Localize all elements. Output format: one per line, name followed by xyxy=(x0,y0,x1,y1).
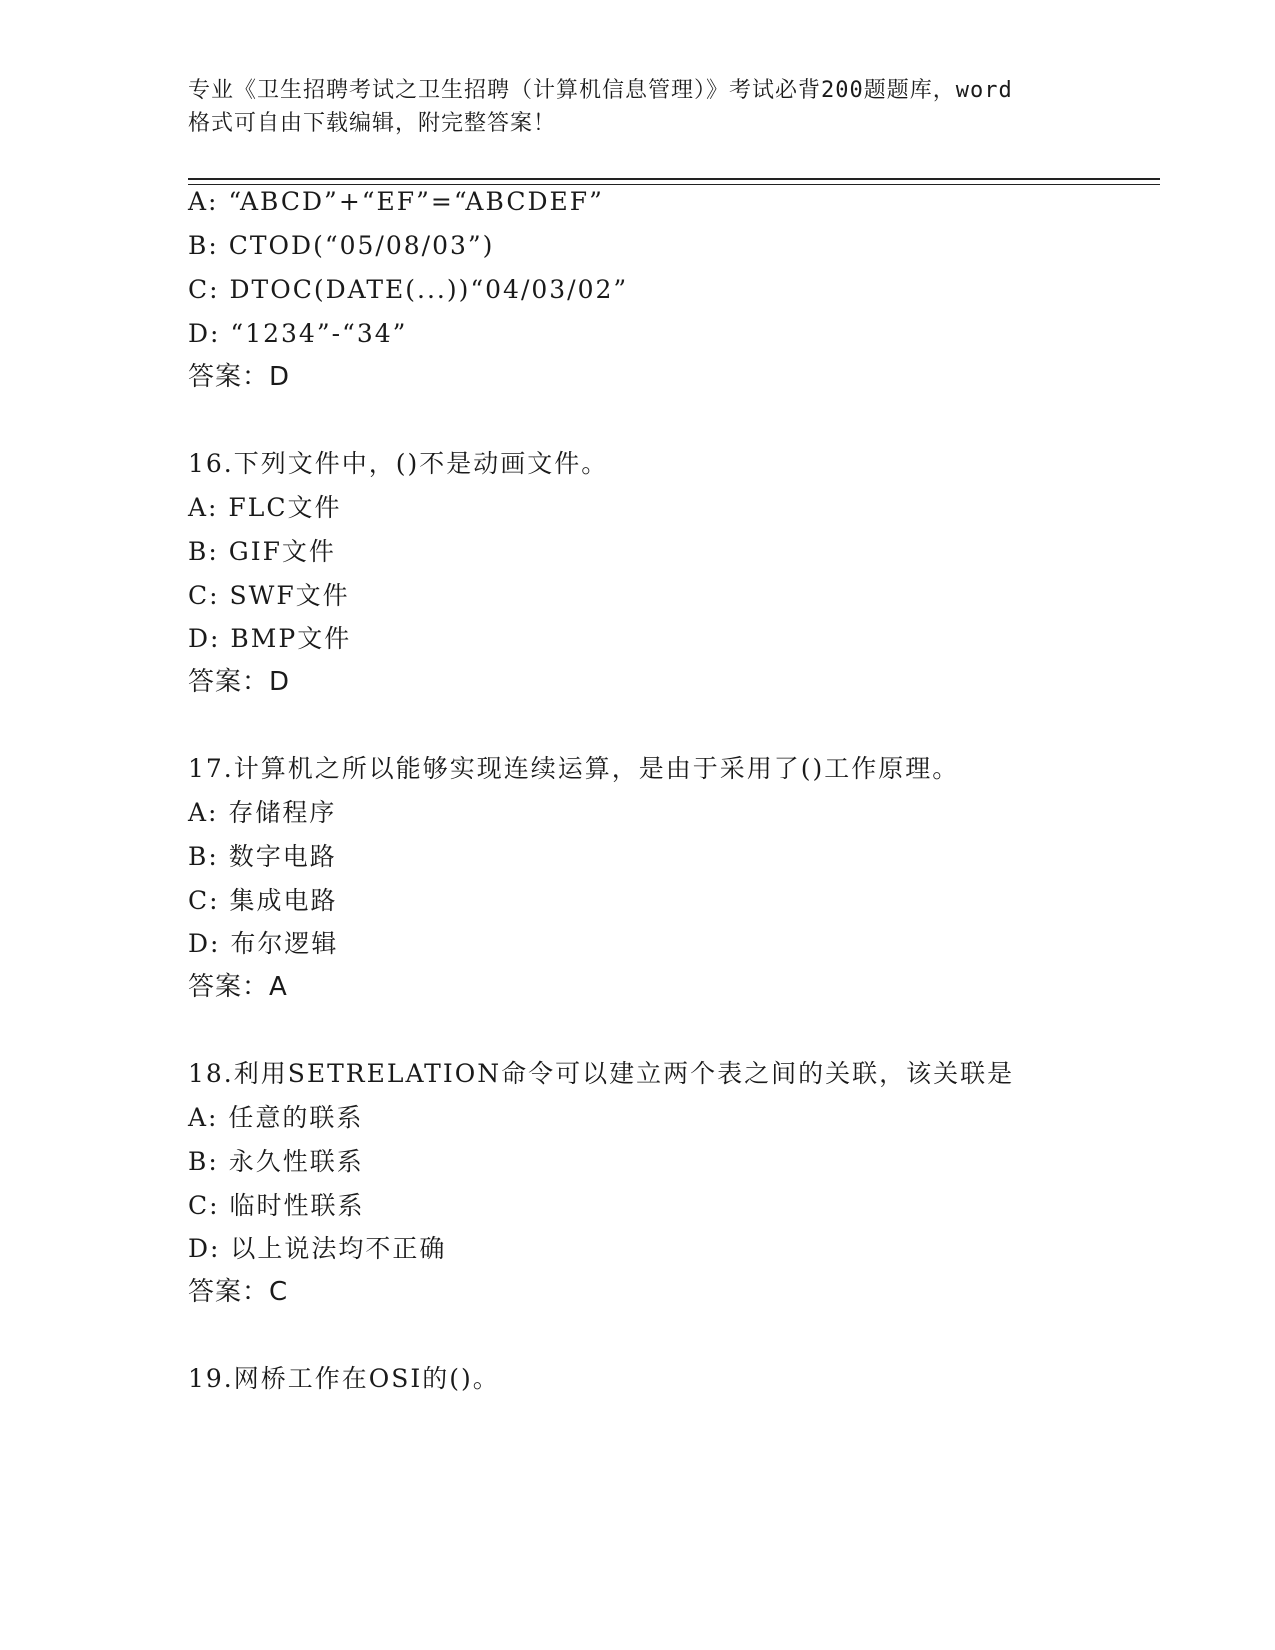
q16-stem: 16.下列文件中，()不是动画文件。 xyxy=(188,449,609,478)
q18-stem: 18.利用SETRELATION命令可以建立两个表之间的关联，该关联是 xyxy=(188,1059,1015,1088)
q16-option-d: D: BMP文件 xyxy=(188,624,352,653)
q17-option-d: D: 布尔逻辑 xyxy=(188,929,339,958)
q17-option-a: A: 存储程序 xyxy=(188,798,337,827)
q15-option-d: D: “1234”-“34” xyxy=(188,319,408,348)
q18-option-c: C: 临时性联系 xyxy=(188,1191,365,1220)
q16-option-c: C: SWF文件 xyxy=(188,581,350,610)
q17-stem: 17.计算机之所以能够实现连续运算，是由于采用了()工作原理。 xyxy=(188,754,960,783)
q17-answer: 答案：A xyxy=(188,972,288,1002)
document-header xyxy=(188,74,1108,140)
q18-option-a: A: 任意的联系 xyxy=(188,1103,364,1132)
q15-answer: 答案：D xyxy=(188,362,291,392)
q16-option-b: B: GIF文件 xyxy=(188,537,336,566)
q17-option-b: B: 数字电路 xyxy=(188,842,337,871)
q15-option-a: A: “ABCD”+“EF”=“ABCDEF” xyxy=(188,187,604,216)
header-line-2: 格式可自由下载编辑，附完整答案！ xyxy=(188,111,557,136)
q18-option-b: B: 永久性联系 xyxy=(188,1147,364,1176)
q16-answer: 答案：D xyxy=(188,667,291,697)
q18-answer: 答案：C xyxy=(188,1277,289,1307)
q19-stem: 19.网桥工作在OSI的()。 xyxy=(188,1364,500,1393)
q16-option-a: A: FLC文件 xyxy=(188,493,342,522)
header-divider-thick xyxy=(188,178,1160,180)
header-line-1: 专业《卫生招聘考试之卫生招聘（计算机信息管理）》考试必背200题题库，word xyxy=(188,78,1013,103)
q17-option-c: C: 集成电路 xyxy=(188,886,338,915)
q15-option-b: B: CTOD(“05/08/03”) xyxy=(188,231,495,260)
q15-option-c: C: DTOC(DATE(...))“04/03/02” xyxy=(188,275,629,304)
q18-option-d: D: 以上说法均不正确 xyxy=(188,1234,447,1263)
